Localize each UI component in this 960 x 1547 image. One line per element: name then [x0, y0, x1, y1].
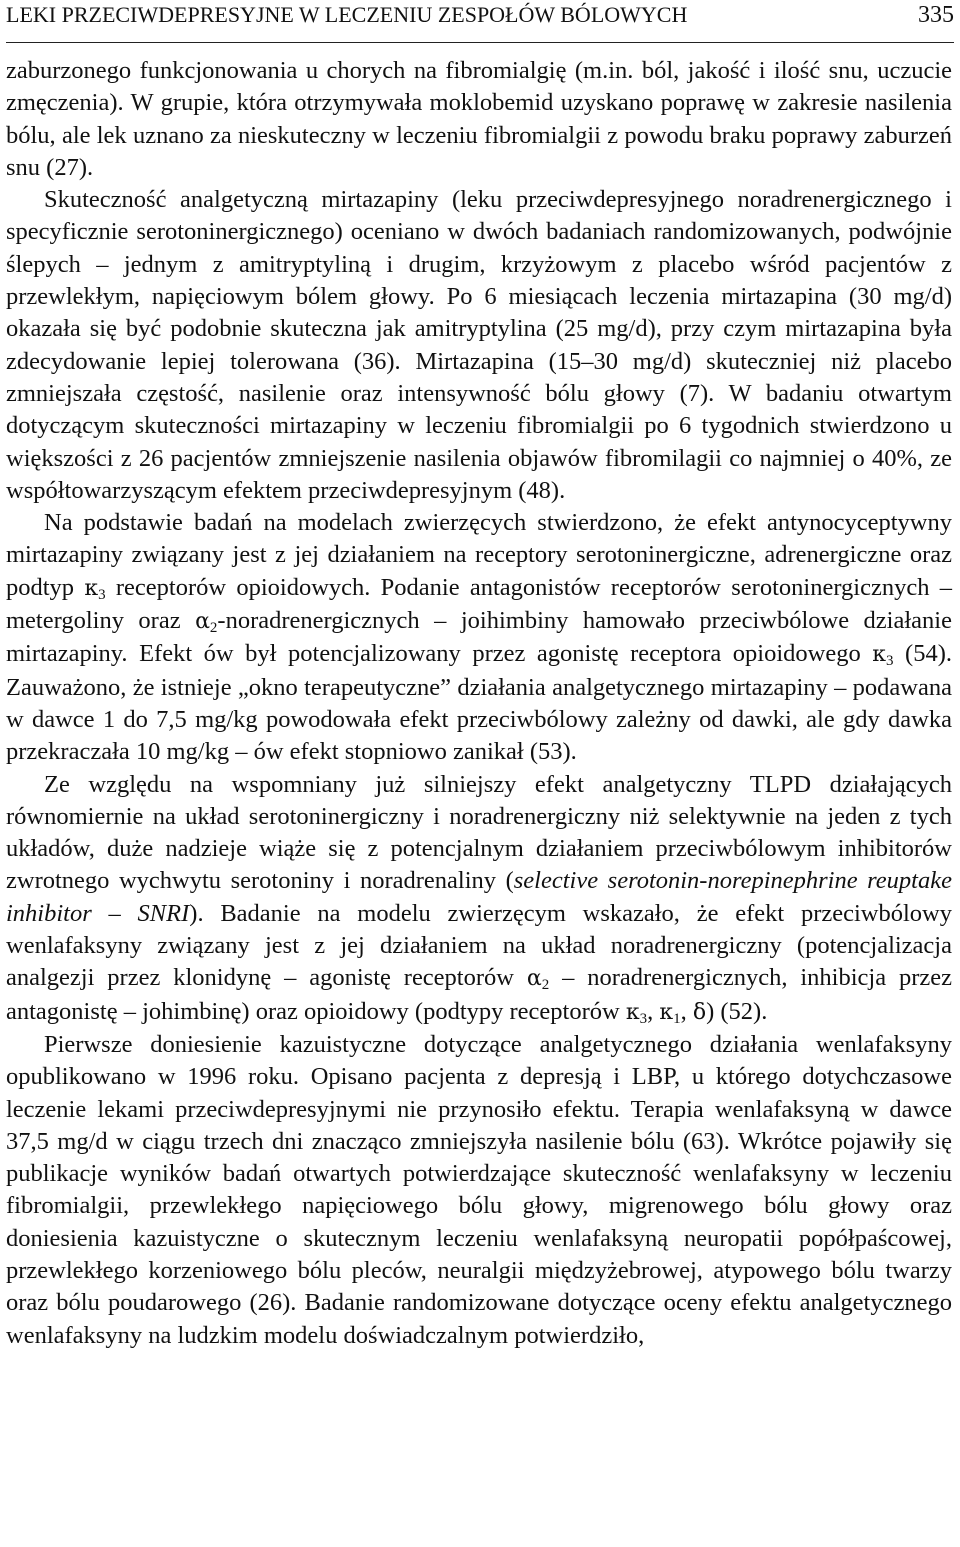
- alpha-symbol: α: [526, 966, 542, 992]
- running-head: [6, 0, 954, 43]
- paragraph-mirtazapine-efficacy: Skuteczność analgetyczną mirtazapiny (leku przeciwdepresyjnego noradrenergicznego i specyficznie serotoninergicznego) oceniano w dwóch badaniach randomizowanych, podwójnie ślepych – jednym z amitryptyliną i drugim, krzyżowym z placebo wśród pacjentów z przewlekłym, napięciowym bólem głowy. Po 6 miesiącach leczenia mirtazapina (30 mg/d) okazała się być podobnie skuteczna jak amitryptylina (25 mg/d), przy czym mirtazapina była zdecydowanie lepiej tolerowana (36). Mirtazapina (15–30 mg/d) skuteczniej niż placebo zmniejszała częstość, nasilenie oraz intensywność bólu głowy (7). W badaniu otwartym dotyczącym skuteczności mirtazapiny w leczeniu fibromialgii po 6 tygodnich stwierdzono u większości z 26 pacjentów zmniejszenie nasilenia objawów fibromilagii co najmniej o 40%, ze współtowarzyszącym efektem przeciwdepresyjnym (48).: [6, 186, 952, 504]
- subscript: 2: [541, 977, 550, 994]
- italic-term: selective serotonin-norepinephrine reuptake inhibitor – SNRI: [6, 867, 952, 927]
- kappa-symbol: κ: [659, 999, 674, 1025]
- text-run: ). Badanie na modelu zwierzęcym wskazało, że efekt przeciwbólowy wenlafaksyny związany jest z jej działaniem na układ noradrenergiczny (potencjalizacja analgezji przez klonidynę – agonistę receptorów: [6, 899, 952, 992]
- running-head-title: LEKI PRZECIWDEPRESYJNE W LECZENIU ZESPOŁÓW BÓLOWYCH: [6, 2, 688, 27]
- separator: ,: [680, 997, 693, 1025]
- subscript: 1: [673, 1010, 681, 1027]
- text-run: – noradrenergicznych, inhibicja przez antagonistę – johimbinę) oraz opioidowy (podtypy receptorów: [6, 964, 952, 1025]
- subscript: 3: [639, 1010, 648, 1027]
- paragraph-snri: [6, 769, 952, 1029]
- subscript: 3: [886, 653, 894, 670]
- paragraph-continuation: zaburzonego funkcjonowania u chorych na fibromialgię (m.in. ból, jakość i ilość snu, uczucie zmęczenia). W grupie, która otrzymywała moklobemid uzyskano poprawę w zakresie nasilenia bólu, ale lek uznano za nieskuteczny w leczeniu fibromialgii z powodu braku poprawy zaburzeń snu (27).: [6, 57, 952, 181]
- subscript: 2: [209, 620, 218, 637]
- text-run: receptorów opioidowych. Podanie antagonistów receptorów serotoninergicznych – metergoliny oraz: [6, 573, 953, 635]
- kappa-symbol: κ: [625, 999, 640, 1025]
- text-run: -noradrenergicznych – joihimbiny hamowało przeciwbólowe działanie mirtazapiny. Efekt ów był potencjalizowany przez agonistę receptora opioidowego: [6, 607, 952, 668]
- paragraph-venlafaxine-reports: Pierwsze doniesienie kazuistyczne dotyczące analgetycznego działania wenlafaksyny opublikowano w 1996 roku. Opisano pacjenta z depresją i LBP, u którego dotychczasowe leczenie lekami przeciwdepresyjnymi nie przynosiło efektu. Terapia wenlafaksyną w dawce 37,5 mg/d w ciągu trzech dni znacząco zmniejszyła nasilenie bólu (63). Wkrótce pojawiły się publikacje wyników badań otwartych potwierdzające skuteczność wenlafaksyny w leczeniu fibromialgii, przewlekłego napięciowego bólu głowy, migrenowego bólu głowy oraz doniesienia kazuistyczne o skutecznym leczeniu wenlafaksyną neuropatii popółpaścowej, przewlekłego korzeniowego bólu pleców, neuralgii międzyżebrowej, atypowego bólu twarzy oraz bólu poudarowego (26). Badanie randomizowane dotyczące oceny efektu analgetycznego wenlafaksyny na ludzkim modelu doświadczalnym potwierdziło,: [6, 1030, 952, 1349]
- alpha-symbol: α: [195, 609, 210, 635]
- body-text: [6, 43, 952, 1352]
- text-run: Na podstawie badań na modelach zwierzęcych stwierdzono, że efekt antynocyceptywny mirtazapiny związany jest z jej działaniem na receptory serotoninergiczne, adrenergiczne oraz podtyp: [6, 509, 952, 601]
- text-run: ) (52).: [706, 997, 768, 1025]
- kappa-symbol: κ: [872, 642, 887, 668]
- separator: ,: [647, 997, 660, 1025]
- text-run: (54). Zauważono, że istnieje „okno terapeutyczne” działania analgetycznego mirtazapiny – podawana w dawce 1 do 7,5 mg/kg powodowała efekt przeciwbólowy zależny od dawki, ale gdy dawka przekraczała 10 mg/kg – ów efekt stopniowo zanikał (53).: [6, 640, 953, 766]
- delta-symbol: δ: [692, 999, 707, 1025]
- paragraph-animal-models: [6, 507, 952, 768]
- page-number: 335: [918, 2, 954, 28]
- text-run: Ze względu na wspomniany już silniejszy efekt analgetyczny TLPD działających równomiernie na układ serotoninergiczny i noradrenergiczny niż selektywnie na jeden z tych układów, duże nadzieje wiąże się z potencjalnym działaniem przeciwbólowym inhibitorów zwrotnego wychwytu serotoniny i noradrenaliny (: [6, 770, 952, 895]
- subscript: 3: [98, 586, 106, 603]
- kappa-symbol: κ: [84, 575, 99, 601]
